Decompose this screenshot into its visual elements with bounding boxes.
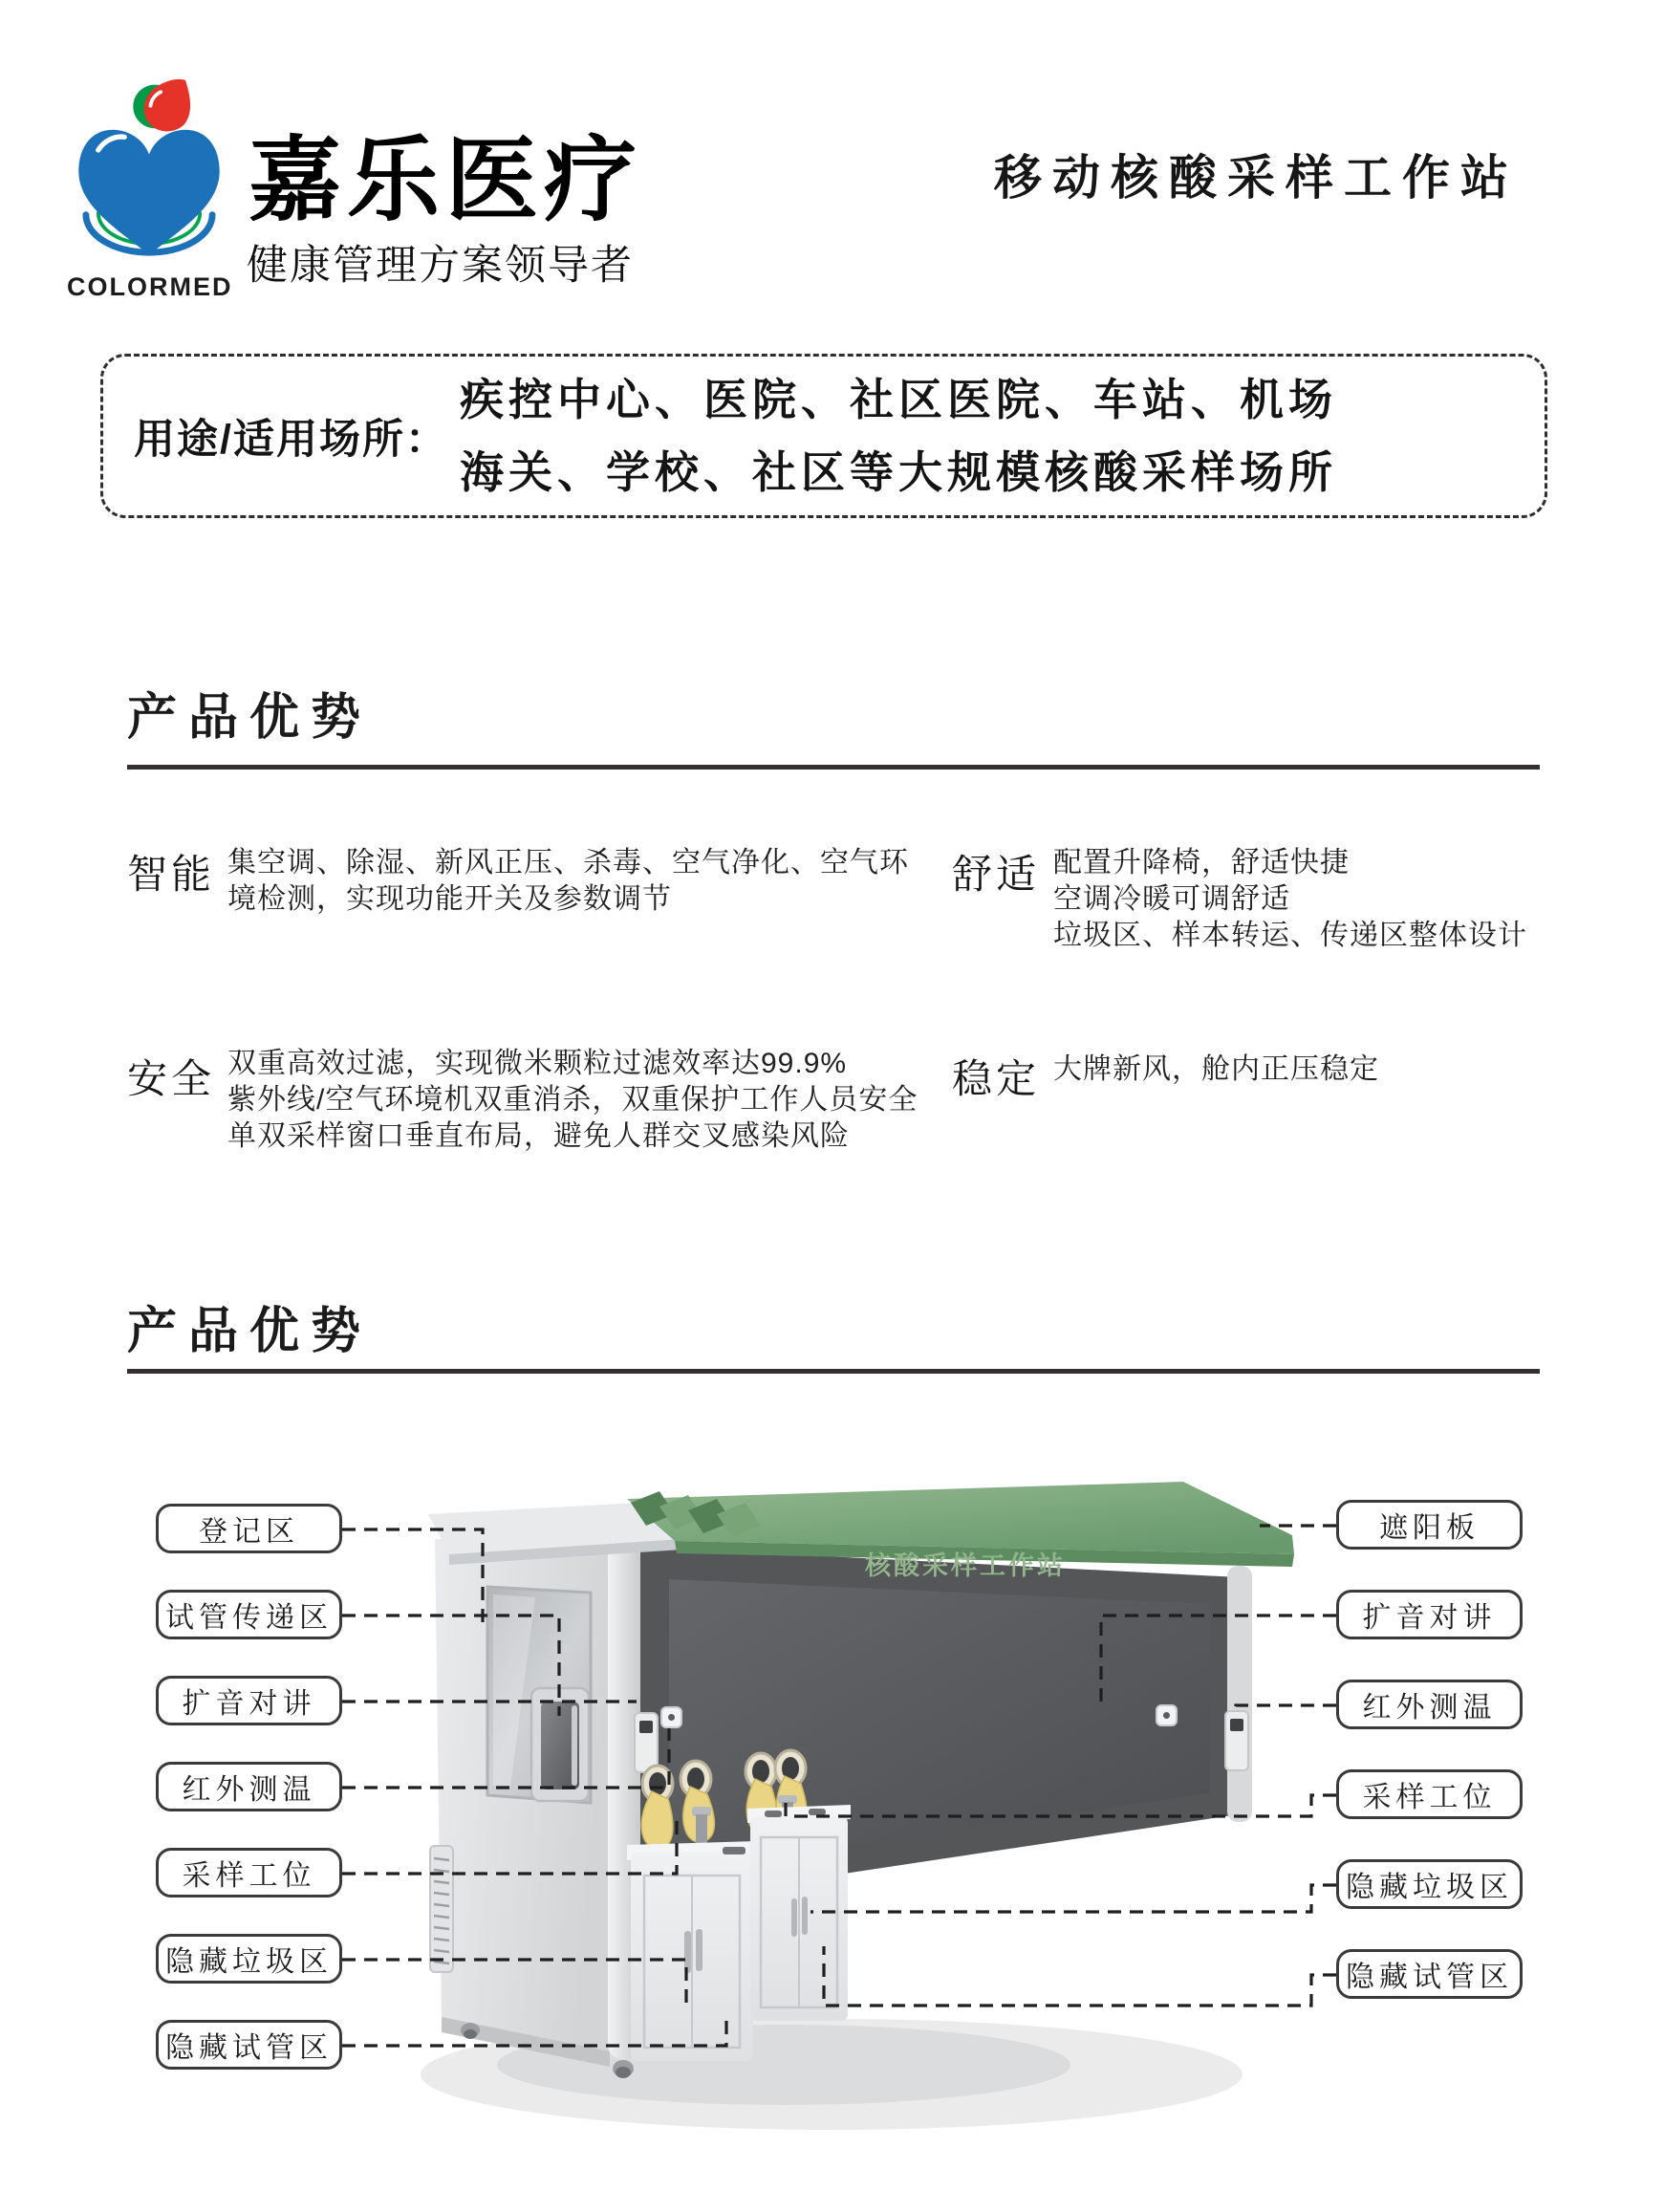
company-slogan: 健康管理方案领导者 bbox=[247, 242, 634, 290]
brand-word: COLORMED bbox=[67, 272, 233, 301]
usage-label: 用途/适用场所： bbox=[134, 416, 448, 463]
feature-label-stable: 稳定 bbox=[952, 1056, 1041, 1101]
section-rule bbox=[127, 765, 1540, 770]
callout-tube-pass-area: 试管传递区 bbox=[156, 1590, 342, 1639]
cabinet-left bbox=[627, 1841, 757, 2061]
company-name: 嘉乐医疗 bbox=[249, 128, 642, 232]
section-title-advantages-2: 产品优势 bbox=[127, 1304, 373, 1359]
callout-sampling-station-right: 采样工位 bbox=[1336, 1769, 1523, 1819]
feature-body-comfort bbox=[1053, 845, 1527, 954]
feature-line: 配置升降椅，舒适快捷 bbox=[1053, 847, 1350, 878]
usage-box bbox=[100, 354, 1547, 518]
section-rule bbox=[127, 1369, 1540, 1374]
feature-label-smart: 智能 bbox=[127, 852, 216, 897]
feature-line: 垃圾区、样本转运、传递区整体设计 bbox=[1053, 920, 1527, 951]
section-title-advantages-1: 产品优势 bbox=[127, 690, 373, 746]
feature-body-safety bbox=[227, 1046, 918, 1155]
feature-line: 空调冷暖可调舒适 bbox=[1053, 883, 1290, 915]
temp-sensor-right bbox=[1156, 1705, 1177, 1725]
product-illustration bbox=[325, 1424, 1357, 2189]
usage-line: 疾控中心、医院、社区医院、车站、机场 bbox=[459, 375, 1337, 424]
intercom-device-left bbox=[635, 1713, 658, 1772]
leader-trash-right bbox=[810, 1885, 1336, 1912]
vent-unit bbox=[430, 1846, 453, 1972]
feature-line: 紫外线/空气环境机双重消杀，双重保护工作人员安全 bbox=[227, 1084, 918, 1116]
callout-registration-area: 登记区 bbox=[156, 1504, 342, 1553]
brand-logo bbox=[67, 73, 231, 302]
feature-body-stable bbox=[1053, 1052, 1379, 1088]
leader-tube-hide-right bbox=[824, 1946, 1336, 2006]
feature-label-safety: 安全 bbox=[127, 1056, 216, 1101]
callout-hidden-tube-left: 隐藏试管区 bbox=[156, 2020, 342, 2070]
temp-sensor-left bbox=[661, 1707, 681, 1727]
callout-infrared-temp-left: 红外测温 bbox=[156, 1762, 342, 1811]
feature-body-smart bbox=[227, 845, 909, 918]
callout-hidden-trash-left: 隐藏垃圾区 bbox=[156, 1934, 342, 1984]
callout-intercom-right: 扩音对讲 bbox=[1336, 1590, 1523, 1639]
feature-label-comfort: 舒适 bbox=[952, 852, 1041, 897]
feature-line: 集空调、除湿、新风正压、杀毒、空气净化、空气环 bbox=[227, 847, 909, 878]
callout-intercom-left: 扩音对讲 bbox=[156, 1676, 342, 1725]
callout-infrared-temp-right: 红外测温 bbox=[1336, 1680, 1523, 1729]
feature-line: 大牌新风，舱内正压稳定 bbox=[1053, 1053, 1379, 1085]
feature-line: 单双采样窗口垂直布局，避免人群交叉感染风险 bbox=[227, 1120, 850, 1152]
usage-line: 海关、学校、社区等大规模核酸采样场所 bbox=[459, 447, 1337, 497]
booth-sign-text: 核酸采样工作站 bbox=[865, 1551, 1066, 1580]
intercom-device-right bbox=[1225, 1711, 1248, 1770]
callout-sampling-station-left: 采样工位 bbox=[156, 1848, 342, 1898]
callout-hidden-trash-right: 隐藏垃圾区 bbox=[1336, 1859, 1523, 1909]
colormed-heart-icon bbox=[76, 73, 222, 264]
feature-line: 双重高效过滤，实现微米颗粒过滤效率达99.9% bbox=[227, 1048, 848, 1079]
product-title: 移动核酸采样工作站 bbox=[994, 151, 1519, 205]
tube-pass-box bbox=[531, 1688, 589, 1801]
feature-line: 境检测，实现功能开关及参数调节 bbox=[227, 883, 672, 915]
callout-hidden-tube-right: 隐藏试管区 bbox=[1336, 1949, 1523, 1999]
callout-sunshade: 遮阳板 bbox=[1336, 1500, 1523, 1550]
usage-lines bbox=[448, 363, 1337, 509]
